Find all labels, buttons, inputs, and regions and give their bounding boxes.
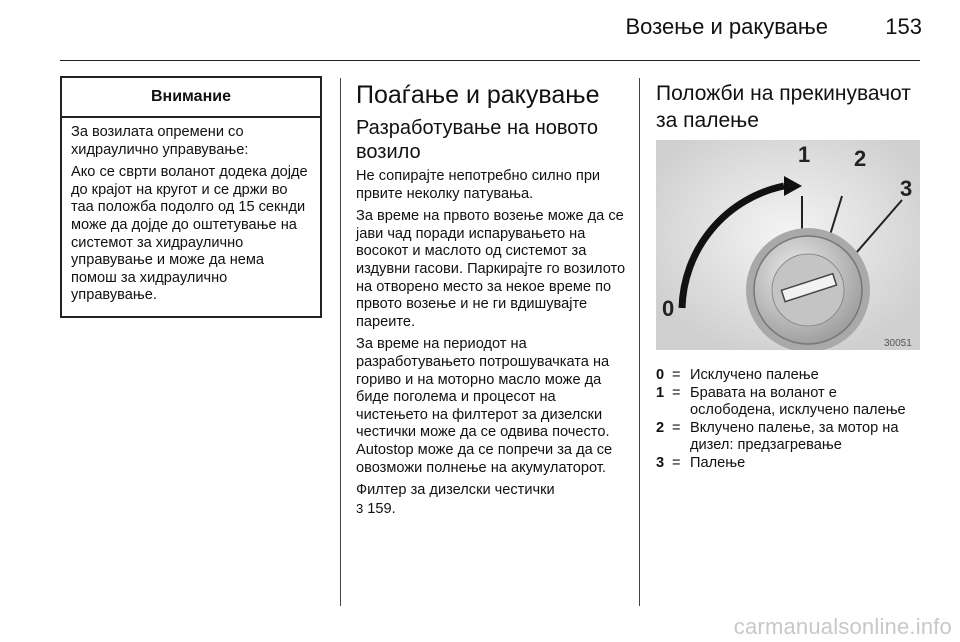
- figure-code: 30051: [884, 338, 912, 349]
- legend-text: Исклучено палење: [690, 367, 819, 383]
- cross-reference[interactable]: [356, 482, 628, 518]
- page-header-title: Возење и ракување: [625, 14, 828, 39]
- xref-text: Филтер за дизелски честички: [356, 482, 555, 499]
- column-break-in: [356, 80, 628, 523]
- legend-item: [656, 420, 924, 455]
- position-label-2: 2: [854, 146, 867, 171]
- paragraph: Не сопирајте непотребно силно при првите неколку патувања.: [356, 168, 601, 202]
- xref-arrow-icon: 3: [356, 500, 364, 516]
- warning-paragraph: Ако се сврти воланот додека дојде до крајот на кругот и се држи во таа положба подолго од 15 секнди може да дојде до оштетување на системот за хидраулично управување и може да нема помош за хидраулично управување.: [71, 164, 308, 304]
- section-subheading: Разработување на новото возило: [356, 117, 599, 163]
- ignition-switch-figure: [656, 140, 920, 350]
- position-label-3: 3: [900, 176, 913, 201]
- legend-key: 0: [656, 367, 665, 383]
- paragraph: За време на периодот на разработувањето потрошувачката на гориво и на моторно масло може да биде поголема и процесот на чистењето на филтерот за дизелски честички може да се одвива почесто. Autostop може да се попречи за да се овозможи полнење на акумулаторот.: [356, 336, 613, 476]
- warning-paragraph: За возилата опремени со хидраулично управување:: [71, 124, 249, 158]
- legend-item: [656, 385, 924, 420]
- warning-body: [62, 118, 320, 305]
- section-heading: Поаѓање и ракување: [356, 81, 600, 109]
- legend-item: [656, 455, 924, 473]
- column-divider-1: [340, 78, 341, 606]
- paragraph: За време на првото возење може да се јави чад поради испарувањето на восокот и маслото од системот за издувни гасови. Паркирајте го возилото на отворено место за некое време по првото возење и не ги вдишувајте пареите.: [356, 208, 626, 330]
- watermark: carmanualsonline.info: [733, 614, 952, 639]
- ignition-switch-illustration: [656, 140, 920, 350]
- legend-item: [656, 367, 924, 385]
- ignition-heading: Положби на прекинувачот за палење: [656, 82, 911, 132]
- legend-text: Бравата на воланот е ослободена, исклучено палење: [690, 384, 906, 419]
- position-label-1: 1: [798, 142, 811, 167]
- xref-page[interactable]: 159.: [367, 500, 396, 517]
- legend-text: Палење: [690, 454, 746, 471]
- legend-key: 2: [656, 419, 665, 436]
- column-ignition: [656, 80, 924, 134]
- position-label-0: 0: [662, 296, 675, 321]
- ignition-legend: [656, 367, 924, 473]
- warning-box: [60, 76, 322, 318]
- column-divider-2: [639, 78, 640, 606]
- legend-text: Вклучено палење, за мотор на дизел: предзагревање: [690, 419, 899, 454]
- legend-key: 1: [656, 384, 665, 401]
- header-divider: [60, 60, 920, 61]
- page-number: 153: [885, 14, 922, 39]
- legend-key: 3: [656, 454, 665, 471]
- legend-separator: =: [672, 367, 681, 383]
- legend-separator: =: [672, 419, 681, 436]
- legend-separator: =: [672, 454, 681, 471]
- warning-title: Внимание: [62, 78, 320, 118]
- legend-separator: =: [672, 384, 681, 401]
